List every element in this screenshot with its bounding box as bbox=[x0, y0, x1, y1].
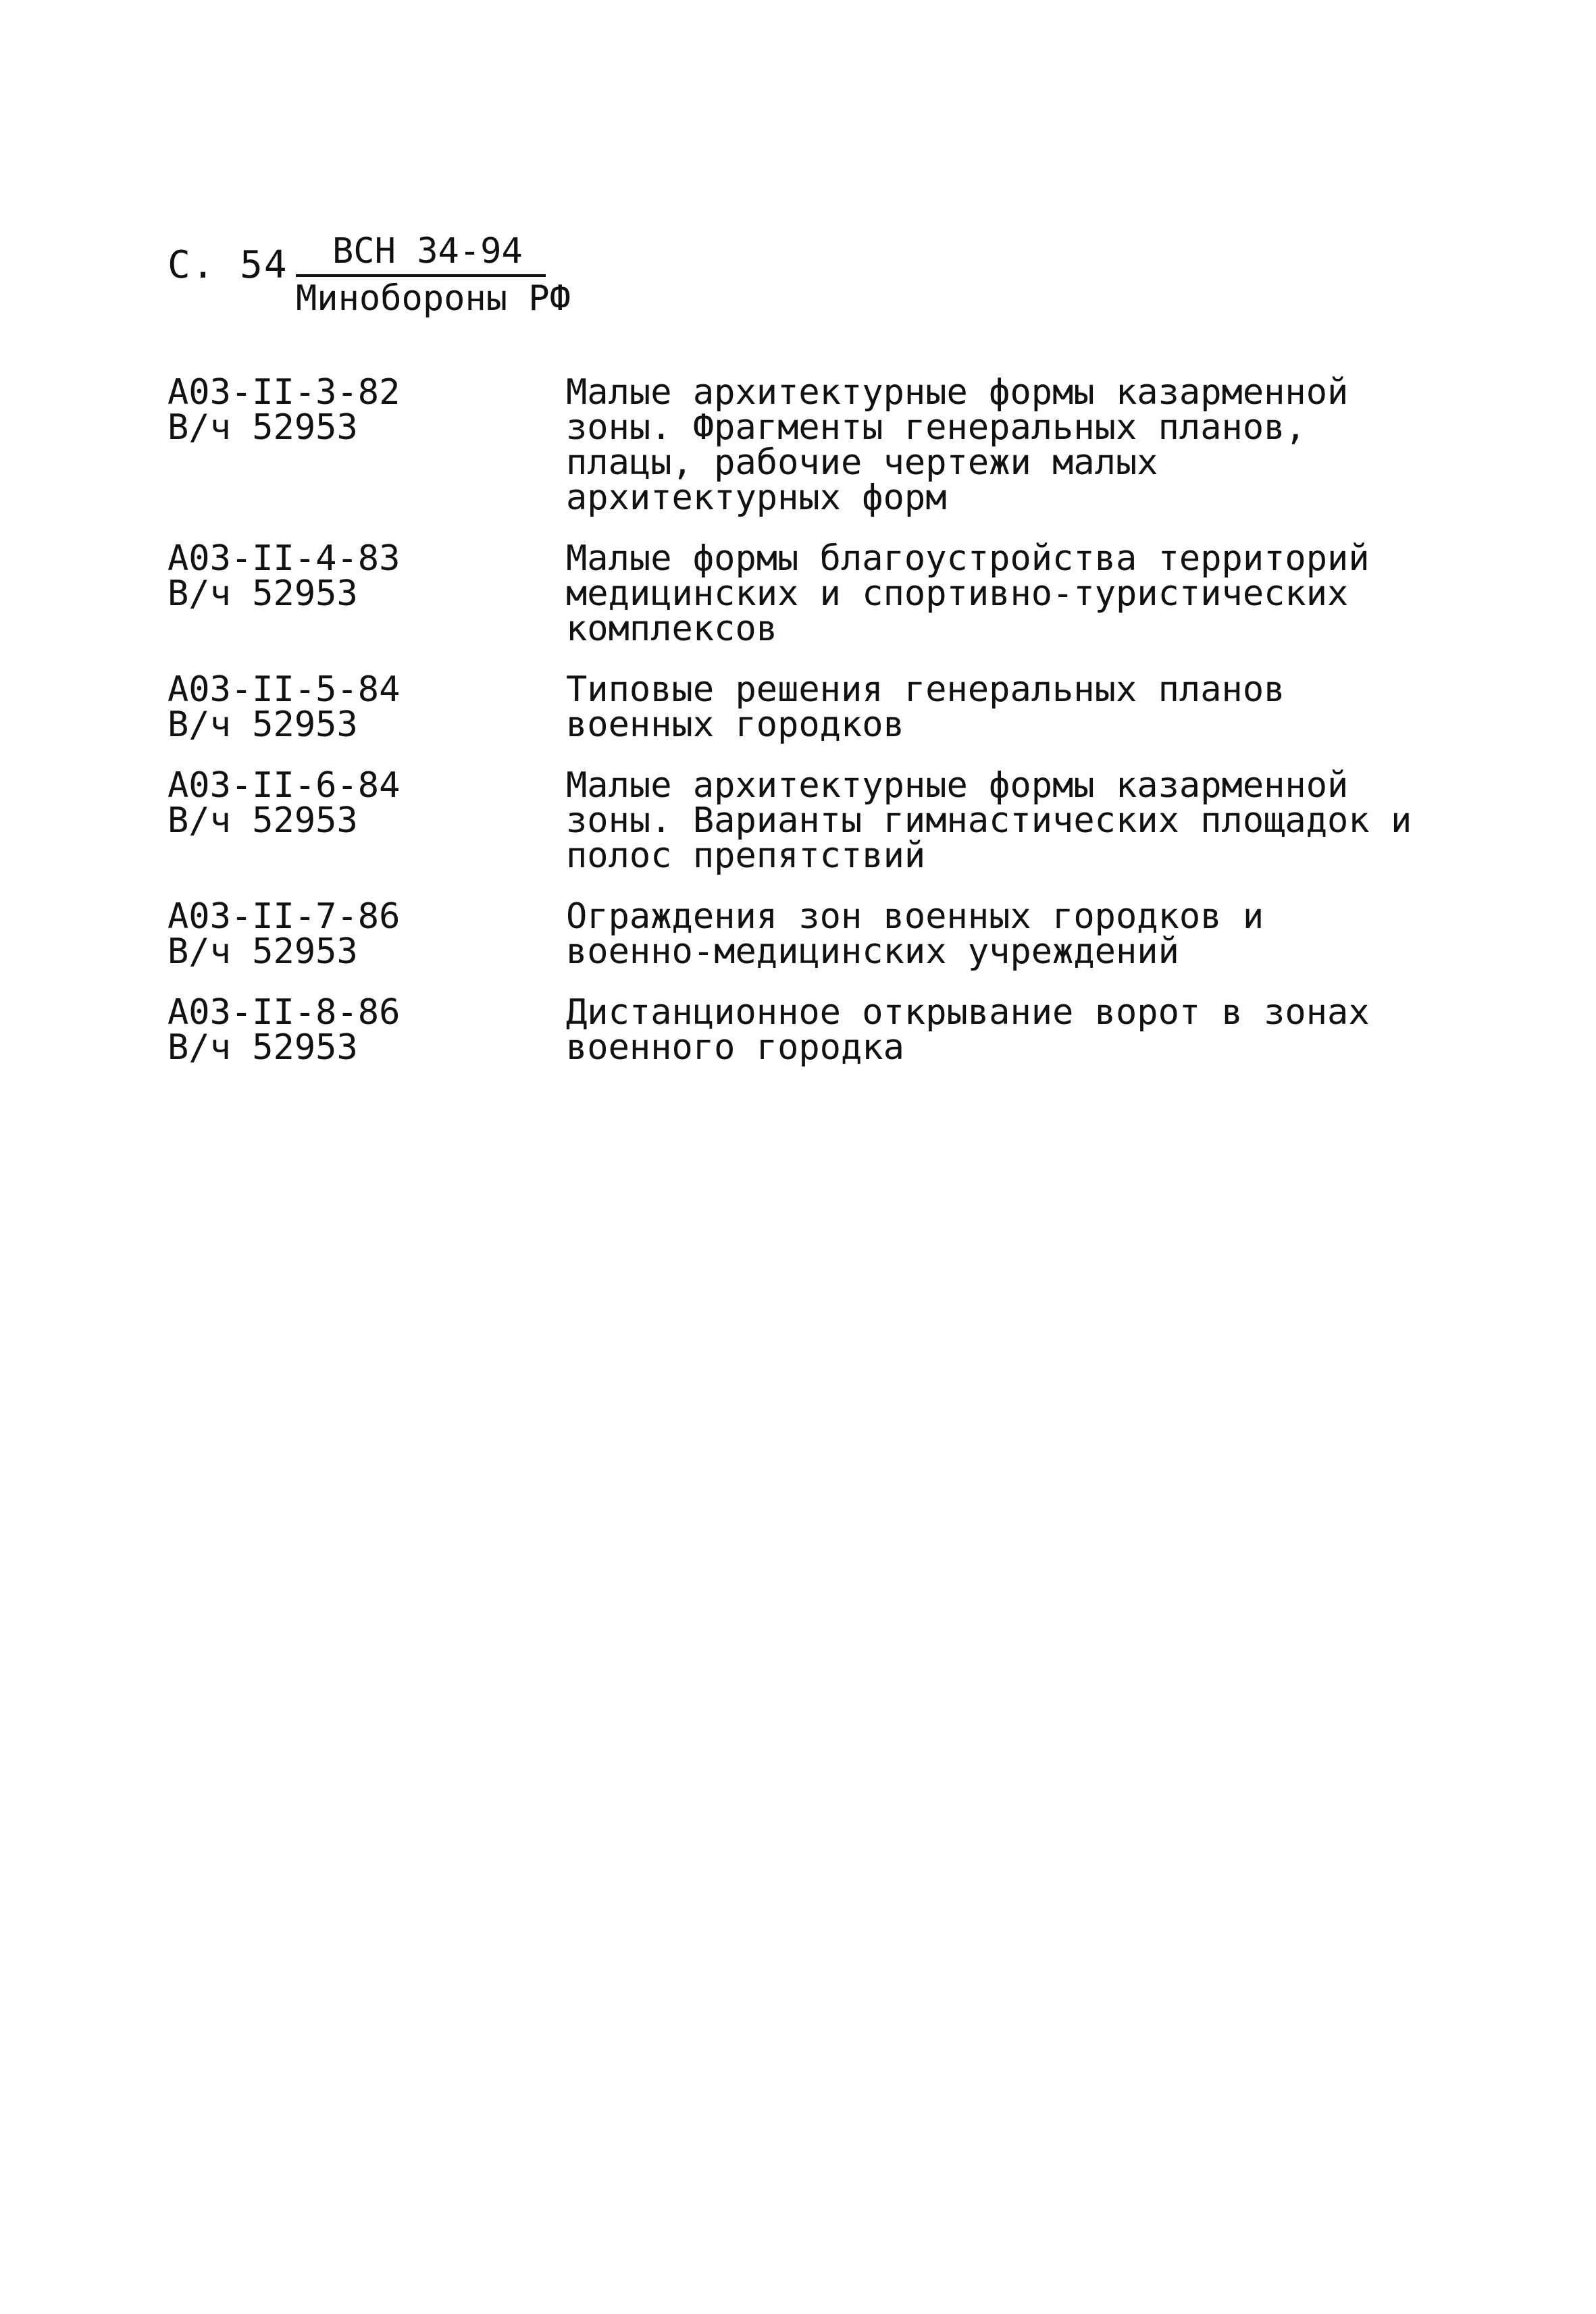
entry-codes bbox=[168, 896, 566, 972]
list-item bbox=[168, 669, 1437, 745]
entry-codes bbox=[168, 765, 566, 873]
entry-title: Малые архитектурные формы казарменной зоны. Варианты гимнастических площадок и полос препятствий bbox=[566, 765, 1412, 876]
list-item bbox=[168, 896, 1437, 972]
entry-unit: В/ч 52953 bbox=[168, 1027, 358, 1068]
document-code-text: ВСН 34-94 bbox=[296, 230, 546, 277]
entry-title: Дистанционное открывание ворот в зонах военного городка bbox=[566, 992, 1370, 1068]
entry-code: А03-II-4-83 bbox=[168, 538, 401, 579]
list-item bbox=[168, 992, 1437, 1068]
page-header bbox=[168, 230, 640, 338]
list-item bbox=[168, 372, 1437, 518]
document-list bbox=[168, 372, 1437, 1091]
entry-title: Ограждения зон военных городков и военно-медицинских учреждений bbox=[566, 896, 1264, 972]
entry-codes bbox=[168, 538, 566, 646]
document-organization: Минобороны РФ bbox=[296, 278, 571, 319]
entry-codes bbox=[168, 372, 566, 515]
list-item bbox=[168, 538, 1437, 649]
page-number: С. 54 bbox=[168, 243, 288, 287]
entry-code: А03-II-8-86 bbox=[168, 992, 401, 1033]
entry-code: А03-II-6-84 bbox=[168, 765, 401, 806]
entry-title: Малые формы благоустройства территорий медицинских и спортивно-туристических комплексов bbox=[566, 538, 1370, 649]
list-item bbox=[168, 765, 1437, 876]
entry-unit: В/ч 52953 bbox=[168, 704, 358, 745]
entry-unit: В/ч 52953 bbox=[168, 931, 358, 972]
entry-code: А03-II-5-84 bbox=[168, 669, 401, 710]
entry-unit: В/ч 52953 bbox=[168, 800, 358, 841]
entry-unit: В/ч 52953 bbox=[168, 573, 358, 614]
entry-code: А03-II-7-86 bbox=[168, 896, 401, 937]
entry-unit: В/ч 52953 bbox=[168, 407, 358, 448]
entry-code: А03-II-3-82 bbox=[168, 372, 401, 413]
entry-title: Типовые решения генеральных планов военных городков bbox=[566, 669, 1285, 745]
entry-codes bbox=[168, 992, 566, 1068]
document-code bbox=[296, 230, 735, 277]
entry-title: Малые архитектурные формы казарменной зоны. Фрагменты генеральных планов, плацы, рабочие чертежи малых архитектурных форм bbox=[566, 372, 1349, 518]
entry-codes bbox=[168, 669, 566, 745]
